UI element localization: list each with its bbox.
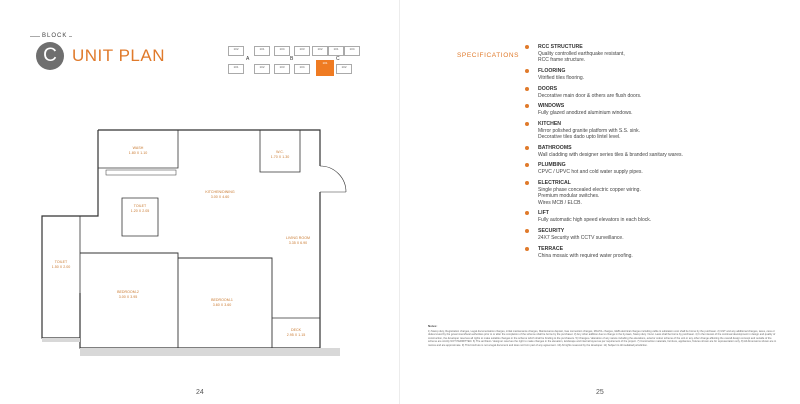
room-name: TOILET: [133, 204, 147, 208]
room-name: TOILET: [54, 260, 68, 264]
spec-heading: LIFT: [538, 210, 549, 217]
bullet-dot-icon: [525, 45, 529, 49]
notes: [428, 325, 778, 347]
room-name: WASH: [132, 146, 144, 150]
room-dimension: 3.60 X 3.60: [212, 302, 232, 307]
room-dimension: 3.00 X 3.95: [118, 294, 138, 299]
spec-heading: BATHROOMS: [538, 144, 572, 151]
room-name: LIVING ROOM: [286, 236, 310, 240]
bullet-dot-icon: [525, 163, 529, 167]
room-dimension: 2.95 X 1.15: [286, 332, 306, 337]
keyplan-unit: 102: [312, 46, 328, 56]
spec-description: 24X7 Security with CCTV surveillance.: [538, 234, 624, 241]
spec-description: China mosaic with required water proofing.: [538, 252, 633, 259]
specifications-list: [525, 44, 755, 263]
bullet-dot-icon: [525, 211, 529, 215]
spec-item: [525, 68, 755, 81]
spec-description: CPVC / UPVC hot and cold water supply pipes.: [538, 169, 643, 176]
keyplan-block-a: A: [246, 56, 250, 62]
room-dimension: 3.35 X 6.90: [288, 240, 308, 245]
spec-description: Decorative tiles dado upto lintel level.: [538, 134, 621, 141]
room-name: KITCHEN/DINING: [205, 190, 235, 194]
room-name: BEDROOM-2: [117, 290, 139, 294]
spec-heading: TERRACE: [538, 245, 564, 252]
bullet-dot-icon: [525, 87, 529, 91]
room-toilet-2: [52, 260, 70, 269]
keyplan-unit: 103: [274, 64, 290, 74]
spec-description: Wall cladding with designer series tiles & branded sanitary wares.: [538, 151, 683, 158]
spec-item: [525, 180, 755, 206]
room-name: W.C.: [276, 150, 284, 154]
page-number-right: 25: [596, 389, 604, 396]
keyplan-block-b: B: [290, 56, 294, 62]
spec-description: Decorative main door & others are flush doors.: [538, 92, 642, 99]
spec-description: Fully automatic high speed elevators in each block.: [538, 217, 652, 224]
spec-heading: PLUMBING: [538, 162, 566, 169]
keyplan-unit: 101: [254, 46, 270, 56]
room-wash: [129, 146, 147, 155]
bullet-dot-icon: [525, 104, 529, 108]
spec-description: Vitrified tiles flooring.: [538, 75, 585, 81]
notes-text: 1) Stamp duty, Registration charges, Legal documentation charges, initial maintenance charges, Maintenance deposit, Gas connection charges, MGVCL charges, GEB electrical charges including cable & substation cost shall be borne by the purchaser. 2) GST and any additional charges, taxes, cess or duties levied by the government/local authorities prior to or after the completion of the scheme shall be borne by the purchaser. 3) Any other addition due to change in the by-laws, Stamp duty / Govt. Laws shall be borne by purchaser. 4) In the interest of the continual development in design and quality of construction, the developer reserves all rights to make suitable changes in the scheme which shall be binding to the purchasers. 5) Changes / alteration of any nature including the elevations, exterior colour scheme of the unit or any other change affecting the overall design concept and outside of the scheme are strictly NOT PERMITTED. 6) The architect / designer reserves the right to make changes in the elevation, landscape and internal layout as per requirement of the project. 7) Construction materials, furniture, appliances, fixtures shown are for representation only. 8) All dimensions shown are in metres and are approximate. 9) This brochure is not a legal document and does not form part of any agreement. 10) All rights reserved by the developer. 11) Subject to Ahmedabad jurisdiction.: [428, 329, 777, 347]
spec-item: [525, 162, 755, 175]
bullet-dot-icon: [525, 247, 529, 251]
keyplan-unit: 101: [328, 46, 344, 56]
spec-heading: KITCHEN: [538, 120, 562, 127]
spec-item: [525, 210, 755, 223]
keyplan-unit: 104: [274, 46, 290, 56]
block-badge: C: [36, 42, 64, 70]
spec-item: [525, 86, 755, 99]
keyplan-unit: 102: [228, 46, 244, 56]
spec-heading: FLOORING: [538, 68, 566, 74]
spec-item: [525, 44, 755, 64]
room-toilet-1: [131, 204, 149, 213]
room-dimension: 1.50 X 2.00: [51, 264, 71, 269]
bullet-dot-icon: [525, 181, 529, 185]
room-deck: [287, 328, 305, 337]
room-dimension: 3.00 X 4.60: [210, 194, 230, 199]
keyplan-unit-highlighted: 101: [316, 60, 334, 76]
room-wc: [271, 150, 289, 159]
room-name: DECK: [290, 328, 301, 332]
spec-heading: RCC STRUCTURE: [538, 44, 583, 50]
bullet-dot-icon: [525, 229, 529, 233]
bullet-dot-icon: [525, 146, 529, 150]
keyplan-block-c: C: [336, 56, 340, 62]
spec-description: Fully glazed anodized aluminium windows.: [538, 110, 633, 117]
spec-heading: WINDOWS: [538, 103, 565, 110]
spec-item: [525, 228, 755, 241]
room-bedroom-1: [211, 298, 233, 307]
bullet-dot-icon: [525, 69, 529, 73]
specifications-title: SPECIFICATIONS: [457, 52, 520, 59]
keyplan-unit: 102: [336, 64, 352, 74]
spec-item: [525, 246, 755, 259]
spec-description: RCC frame structure.: [538, 57, 586, 64]
spec-description: Quality controlled earthquake resistant,: [538, 51, 625, 57]
spec-item: [525, 145, 755, 158]
keyplan-unit: 104: [344, 46, 360, 56]
spec-item: [525, 103, 755, 116]
spec-heading: DOORS: [538, 85, 558, 92]
page-title: UNIT PLAN: [72, 46, 165, 65]
room-dimension: 1.70 X 1.30: [270, 154, 290, 159]
bullet-dot-icon: [525, 122, 529, 126]
spec-description: Premium modular switches.: [538, 193, 600, 200]
room-name: BEDROOM-1: [211, 298, 233, 302]
room-dimension: 1.20 X 2.05: [130, 208, 150, 213]
spec-description: Mirror polished granite platform with S.S. sink.: [538, 127, 640, 134]
keyplan-unit: 104: [294, 64, 310, 74]
key-plan: [228, 44, 358, 74]
floor-plan: [40, 128, 360, 368]
keyplan-unit: 103: [294, 46, 310, 56]
spec-heading: ELECTRICAL: [538, 179, 571, 186]
room-kitchen-dining: [205, 190, 234, 199]
spec-item: [525, 121, 755, 141]
keyplan-unit: 101: [228, 64, 244, 74]
page-number-left: 24: [196, 389, 204, 396]
spec-heading: SECURITY: [538, 227, 565, 234]
notes-heading: Notes:: [428, 324, 438, 328]
block-label: BLOCK: [42, 33, 68, 39]
room-bedroom-2: [117, 290, 139, 299]
room-dimension: 1.80 X 1.10: [128, 150, 148, 155]
spec-description: Single phase concealed electric copper wiring.: [538, 186, 641, 193]
spec-description: Wires MCB / ELCB.: [538, 199, 582, 206]
room-living: [286, 236, 310, 245]
right-page: [400, 0, 800, 404]
floor-plan-drawing: [40, 128, 360, 368]
keyplan-unit: 102: [254, 64, 270, 74]
